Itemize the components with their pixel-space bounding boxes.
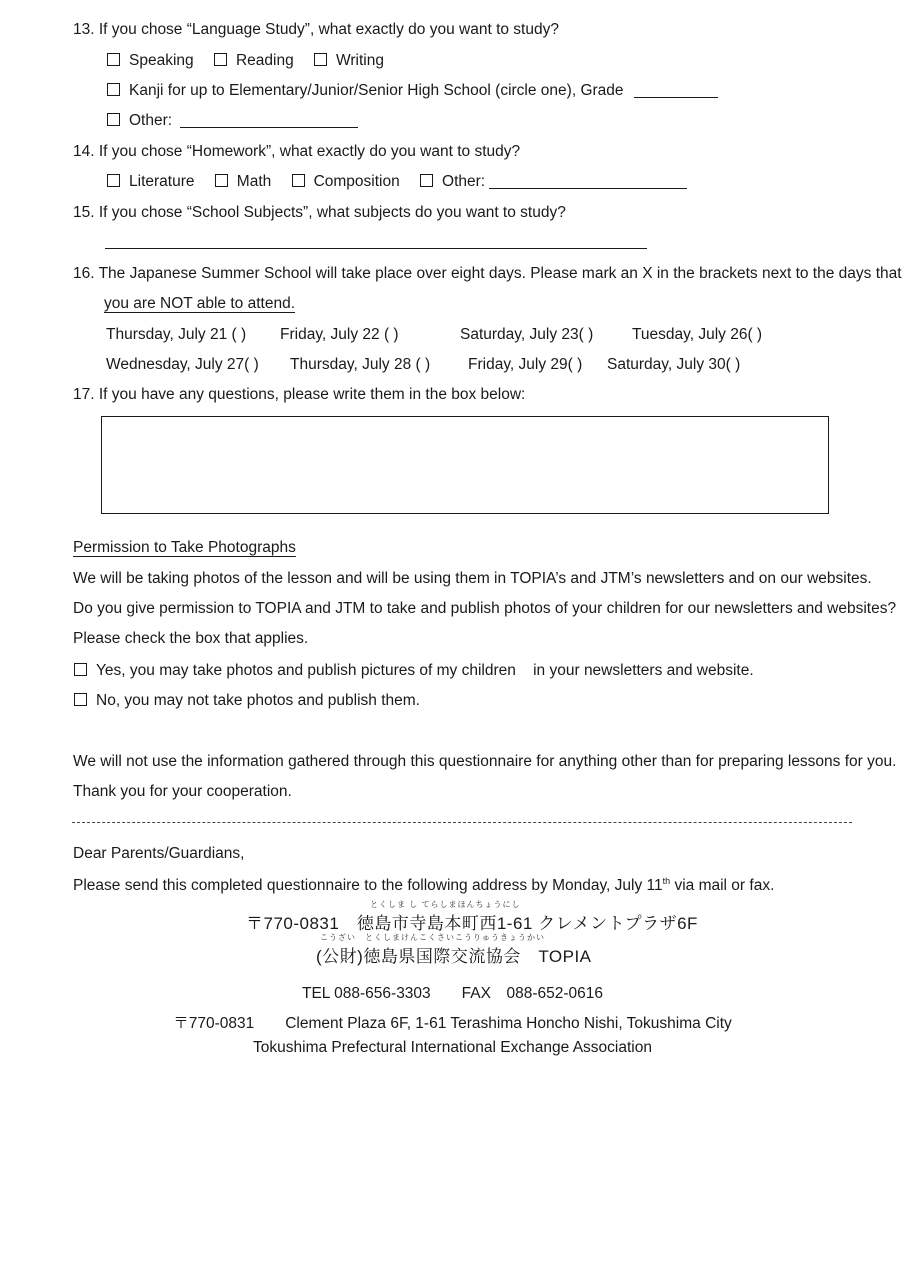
q16-question-cont: you are NOT able to attend. — [104, 295, 295, 312]
org-en: Tokushima Prefectural International Exchange Association — [253, 1039, 652, 1056]
other-blank[interactable] — [180, 113, 358, 128]
day-bracket[interactable]: Thursday, July 28 ( ) — [290, 356, 431, 373]
questions-box[interactable] — [101, 416, 829, 514]
photos-text: Do you give permission to TOPIA and JTM to take and publish photos of your children for our newsletters and websites? — [73, 600, 897, 617]
checkbox[interactable] — [214, 53, 227, 66]
q14-question: 14. If you chose “Homework”, what exactly do you want to study? — [73, 143, 521, 160]
q15-answer-line[interactable] — [105, 248, 647, 249]
photos-text: We will be taking photos of the lesson and will be using them in TOPIA’s and JTM’s newsletters and on our websites. — [73, 570, 872, 587]
checkbox[interactable] — [292, 174, 305, 187]
contact-numbers: TEL 088-656-3303 FAX 088-652-0616 — [301, 985, 603, 1002]
greeting: Dear Parents/Guardians, — [73, 845, 245, 862]
cut-line — [72, 822, 852, 823]
checkbox[interactable] — [107, 174, 120, 187]
checkbox[interactable] — [420, 174, 433, 187]
q13-option-speaking[interactable]: Speaking — [107, 52, 194, 70]
checkbox[interactable] — [314, 53, 327, 66]
address-jp: 〒770-0831 徳島市寺島本町西1-61 クレメントプラザ6F — [246, 914, 698, 933]
q13-option-writing[interactable]: Writing — [314, 52, 384, 70]
photos-no-option[interactable]: No, you may not take photos and publish them. — [74, 692, 420, 710]
org-jp: (公財)徳島県国際交流協会 TOPIA — [316, 947, 592, 966]
day-bracket[interactable]: Wednesday, July 27( ) — [106, 356, 259, 373]
q13-options — [107, 52, 400, 70]
q14-option-other[interactable]: Other: — [420, 173, 687, 191]
send-instructions: Please send this completed questionnaire to the following address by Monday, July 11th via mail or fax. — [73, 876, 775, 895]
notice-text: We will not use the information gathered through this questionnaire for anything other than for preparing lessons for you. — [73, 753, 897, 770]
q13-other-option[interactable]: Other: — [107, 112, 358, 130]
q16-question: 16. The Japanese Summer School will take place over eight days. Please mark an X in the brackets next to the days that — [73, 265, 902, 282]
q14-option-math[interactable]: Math — [215, 173, 271, 191]
checkbox[interactable] — [215, 174, 228, 187]
q13-option-reading[interactable]: Reading — [214, 52, 294, 70]
day-bracket[interactable]: Friday, July 29( ) — [468, 356, 583, 373]
q14-options — [107, 173, 687, 191]
q17-question: 17. If you have any questions, please write them in the box below: — [73, 386, 526, 403]
q14-option-literature[interactable]: Literature — [107, 173, 194, 191]
day-bracket[interactable]: Saturday, July 23( ) — [460, 326, 594, 343]
checkbox[interactable] — [107, 113, 120, 126]
checkbox[interactable] — [107, 83, 120, 96]
q13-question: 13. If you chose “Language Study”, what exactly do you want to study? — [73, 21, 559, 38]
day-bracket[interactable]: Saturday, July 30( ) — [607, 356, 741, 373]
checkbox[interactable] — [107, 53, 120, 66]
grade-blank[interactable] — [634, 83, 718, 98]
furigana: こうざい とくしまけんこくさいこうりゅうきょうかい — [320, 933, 545, 942]
address-en: 〒770-0831 Clement Plaza 6F, 1-61 Terashima Honcho Nishi, Tokushima City — [173, 1015, 732, 1032]
photos-yes-option[interactable]: Yes, you may take photos and publish pictures of my children in your newsletters and website. — [74, 662, 754, 680]
q14-option-composition[interactable]: Composition — [292, 173, 400, 191]
q13-kanji-option[interactable]: Kanji for up to Elementary/Junior/Senior High School (circle one), Grade — [107, 82, 718, 100]
photos-heading: Permission to Take Photographs — [73, 539, 296, 556]
day-bracket[interactable]: Thursday, July 21 ( ) — [106, 326, 247, 343]
checkbox[interactable] — [74, 693, 87, 706]
day-bracket[interactable]: Friday, July 22 ( ) — [280, 326, 399, 343]
q15-question: 15. If you chose “School Subjects”, what subjects do you want to study? — [73, 204, 566, 221]
furigana: とくしま し てらしまほんちょうにし — [370, 900, 521, 909]
day-bracket[interactable]: Tuesday, July 26( ) — [632, 326, 763, 343]
thanks-text: Thank you for your cooperation. — [73, 783, 292, 800]
photos-text: Please check the box that applies. — [73, 630, 309, 647]
checkbox[interactable] — [74, 663, 87, 676]
other-blank[interactable] — [489, 174, 687, 189]
